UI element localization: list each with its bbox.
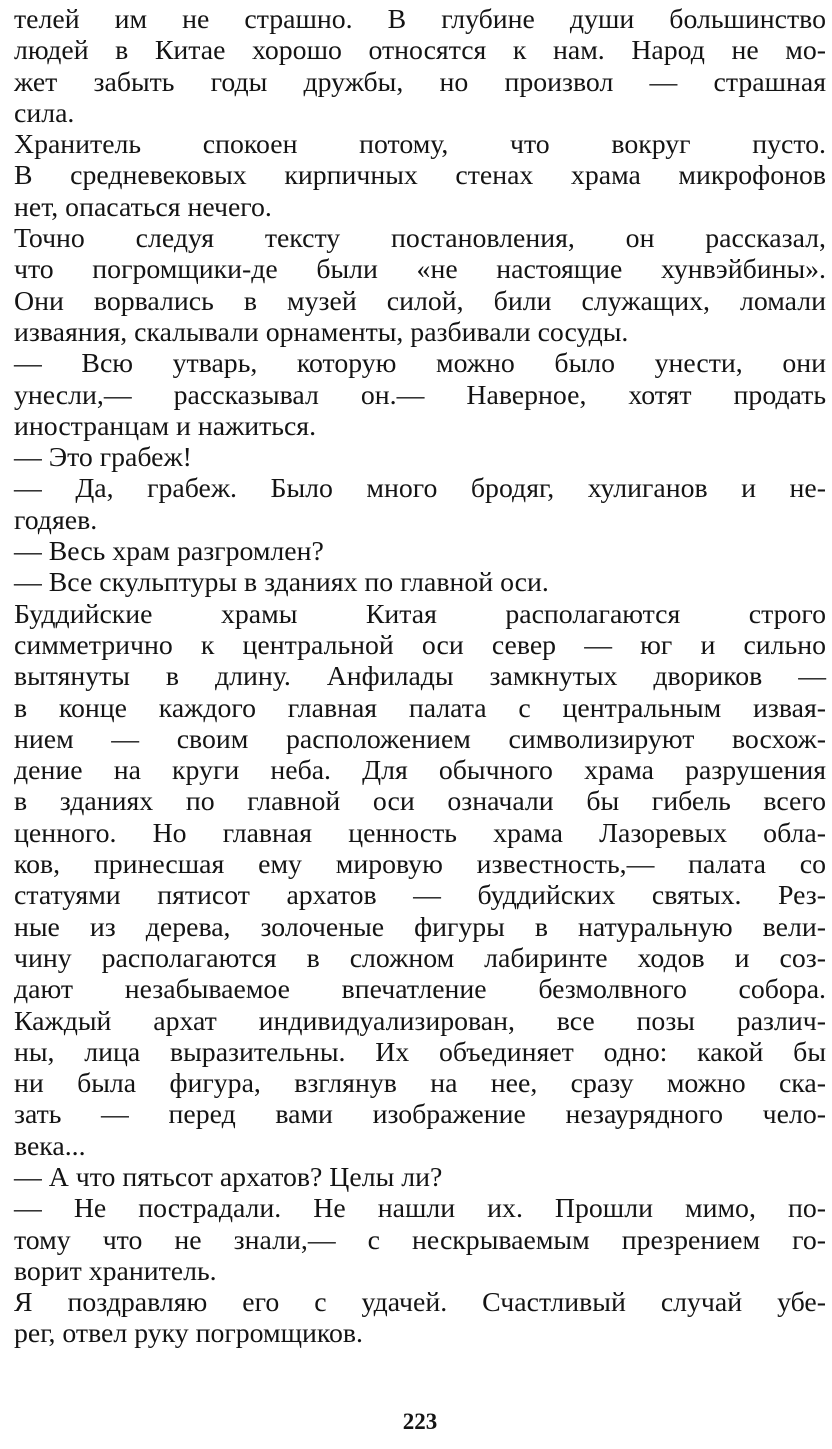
- text-line: ценного. Но главная ценность храма Лазоревых обла-: [14, 817, 826, 849]
- text-line: — Да, грабеж. Было много бродяг, хулиганов и не-: [14, 473, 826, 505]
- text-line: изваяния, скалывали орнаменты, разбивали сосуды.: [14, 316, 629, 348]
- text-line: чину располагаются в сложном лабиринте ходов и соз-: [14, 942, 826, 974]
- book-page: [14, 0, 826, 1449]
- text-line: вытянуты в длину. Анфилады замкнутых двориков —: [14, 661, 826, 693]
- text-line: унесли,— рассказывал он.— Наверное, хотят продать: [14, 379, 826, 411]
- text-line: — Не пострадали. Не нашли их. Прошли мимо, по-: [14, 1193, 826, 1225]
- text-line: зать — перед вами изображение незаурядного чело-: [14, 1099, 826, 1131]
- text-line: телей им не страшно. В глубине души большинство: [14, 4, 826, 35]
- text-line: годяев.: [14, 504, 98, 536]
- text-line: ворит хранитель.: [14, 1255, 217, 1287]
- text-line: Точно следуя тексту постановления, он рассказал,: [14, 223, 826, 255]
- text-line: ны, лица выразительны. Их объединяет одно: какой бы: [14, 1036, 826, 1068]
- text-line: статуями пятисот архатов — буддийских святых. Рез-: [14, 880, 826, 912]
- text-line: века...: [14, 1130, 86, 1162]
- text-line: в конце каждого главная палата с центральным извая-: [14, 692, 826, 724]
- text-line: иностранцам и нажиться.: [14, 410, 317, 442]
- text-line: Хранитель спокоен потому, что вокруг пусто.: [14, 129, 826, 161]
- text-line: сила.: [14, 97, 75, 129]
- text-line: нет, опасаться нечего.: [14, 191, 272, 223]
- text-line: ни была фигура, взглянув на нее, сразу можно ска-: [14, 1068, 826, 1100]
- text-line: тому что не знали,— с нескрываемым презрением го-: [14, 1224, 826, 1256]
- page-number: 223: [402, 1409, 438, 1434]
- text-line: рег, отвел руку погромщиков.: [14, 1318, 363, 1350]
- page-text: [14, 0, 826, 1350]
- text-line: В средневековых кирпичных стенах храма микрофонов: [14, 160, 826, 192]
- text-line: — А что пятьсот архатов? Целы ли?: [14, 1161, 443, 1193]
- text-line: нием — своим расположением символизируют восхож-: [14, 723, 826, 755]
- text-line: Буддийские храмы Китая располагаются строго: [14, 598, 826, 630]
- text-line: дение на круги неба. Для обычного храма разрушения: [14, 755, 826, 787]
- text-line: — Всю утварь, которую можно было унести, они: [14, 348, 826, 380]
- text-line: — Все скульптуры в зданиях по главной оси.: [14, 567, 549, 599]
- text-line: симметрично к центральной оси север — юг и сильно: [14, 629, 826, 661]
- text-line: ков, принесшая ему мировую известность,— палата со: [14, 849, 826, 881]
- text-line: в зданиях по главной оси означали бы гибель всего: [14, 786, 826, 818]
- text-line: людей в Китае хорошо относятся к нам. Народ не мо-: [14, 35, 826, 67]
- text-line: жет забыть годы дружбы, но произвол — страшная: [14, 66, 826, 98]
- text-line: Я поздравляю его с удачей. Счастливый случай убе-: [14, 1287, 826, 1319]
- text-line: дают незабываемое впечатление безмолвного собора.: [14, 974, 826, 1006]
- text-line: Каждый архат индивидуализирован, все позы различ-: [14, 1005, 826, 1037]
- text-line: ные из дерева, золоченые фигуры в натуральную вели-: [14, 911, 826, 943]
- text-line: Они ворвались в музей силой, били служащих, ломали: [14, 285, 826, 317]
- text-line: — Весь храм разгромлен?: [14, 536, 324, 568]
- text-line: что погромщики-де были «не настоящие хунвэйбины».: [14, 254, 826, 286]
- text-line: — Это грабеж!: [14, 442, 192, 474]
